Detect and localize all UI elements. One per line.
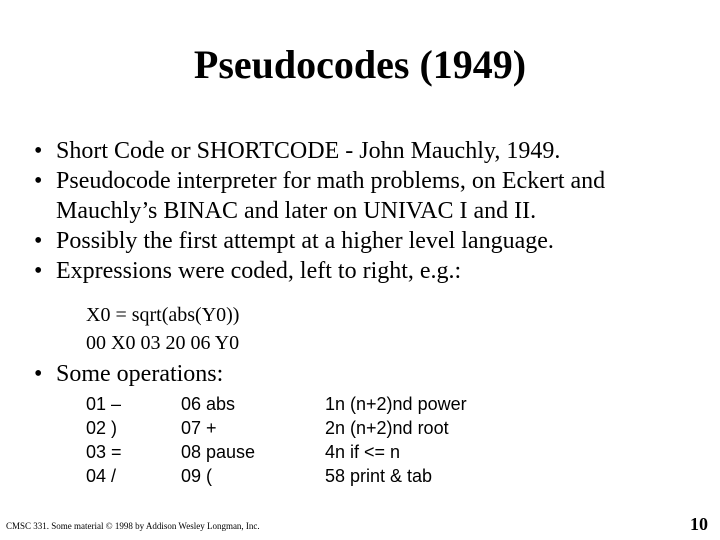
- bullet-icon: •: [34, 138, 43, 164]
- bullet-icon: •: [34, 258, 43, 284]
- operation-code: 06 abs: [181, 394, 236, 414]
- bullet-item: [34, 256, 704, 286]
- bullet-text: Expressions were coded, left to right, e.g.:: [56, 258, 462, 284]
- operations-column-2: [181, 392, 255, 488]
- bullet-item-operations: [34, 359, 223, 389]
- bullet-icon: •: [34, 361, 43, 387]
- operation-code: 03 =: [86, 442, 122, 462]
- operation-code: 04 /: [86, 466, 117, 486]
- bullet-icon: •: [34, 228, 43, 254]
- operations-column-1: [86, 392, 122, 488]
- operation-code: 08 pause: [181, 442, 256, 462]
- operation-code: 1n (n+2)nd power: [325, 394, 467, 414]
- bullet-text: Short Code or SHORTCODE - John Mauchly, 1949.: [56, 138, 561, 164]
- code-line: 00 X0 03 20 06 Y0: [86, 332, 240, 354]
- code-line: X0 = sqrt(abs(Y0)): [86, 304, 240, 326]
- operation-code: 4n if <= n: [325, 442, 401, 462]
- bullet-icon: •: [34, 168, 43, 194]
- operation-code: 2n (n+2)nd root: [325, 418, 449, 438]
- operation-code: 02 ): [86, 418, 118, 438]
- operation-code: 07 +: [181, 418, 217, 438]
- code-example: [86, 301, 239, 357]
- bullet-text: Some operations:: [56, 361, 224, 387]
- bullet-item: [34, 226, 704, 256]
- bullet-list: [34, 136, 704, 286]
- operation-code: 09 (: [181, 466, 213, 486]
- page-number: 10: [690, 514, 708, 534]
- operation-code: 58 print & tab: [325, 466, 433, 486]
- bullet-item: [34, 136, 704, 166]
- operations-column-3: [325, 392, 467, 488]
- bullet-text: Possibly the first attempt at a higher level language.: [56, 228, 554, 254]
- bullet-text: Pseudocode interpreter for math problems, on Eckert and Mauchly’s BINAC and later on UNIVAC I and II.: [56, 168, 606, 224]
- footer-copyright: CMSC 331. Some material © 1998 by Addison Wesley Longman, Inc.: [6, 521, 260, 531]
- bullet-item: [34, 166, 704, 226]
- slide-title: Pseudocodes (1949): [193, 42, 527, 87]
- operation-code: 01 –: [86, 394, 122, 414]
